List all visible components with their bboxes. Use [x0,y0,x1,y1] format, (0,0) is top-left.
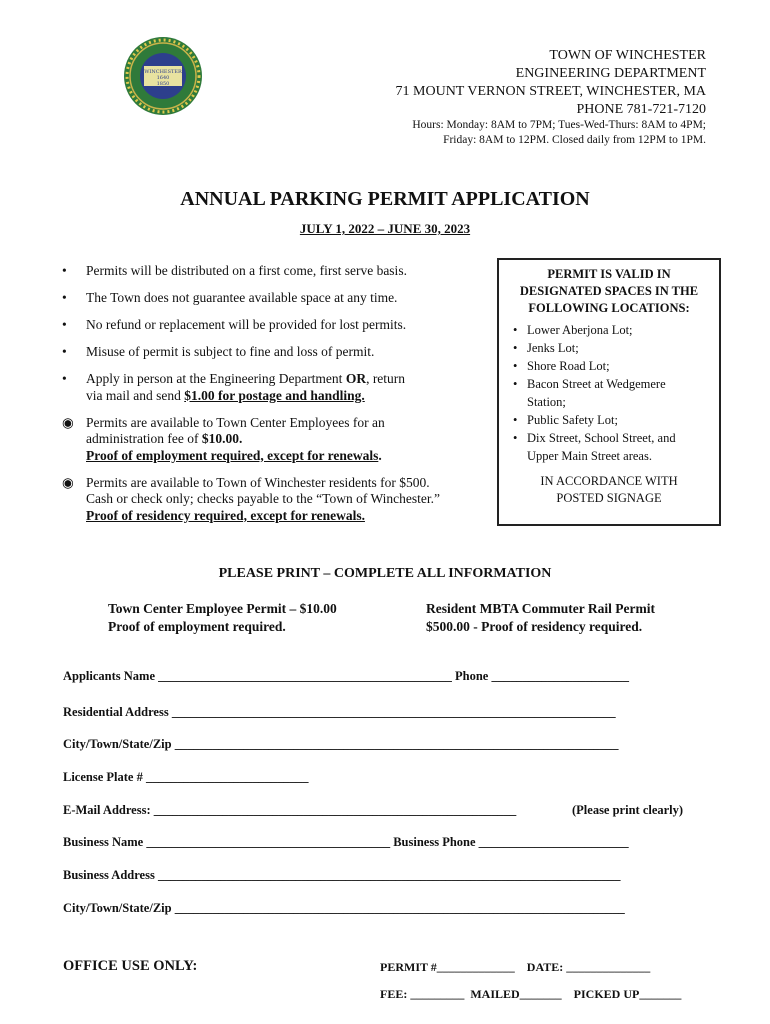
location-item: • Shore Road Lot; [513,359,610,373]
bullet-icon: • [62,263,67,278]
rules-list [62,263,492,535]
page-title: ANNUAL PARKING PERMIT APPLICATION [180,188,590,210]
bullet-icon: • [513,323,518,337]
location-item: • Lower Aberjona Lot; [513,323,633,337]
rule-item: • Permits will be distributed on a first come, first serve basis. [62,263,407,278]
bullet-icon: • [513,359,518,373]
applicant-name-field[interactable]: Applicants Name _______________________________________________ Phone ______________________ [63,669,629,683]
resident-permit-option: Resident MBTA Commuter Rail Permit $500.00 - Proof of residency required. [426,601,655,634]
residential-address-field[interactable]: Residential Address _______________________________________________________________________ [63,705,616,719]
location-item: • Bacon Street at Wedgemere Station; [513,377,666,409]
dept-subname: ENGINEERING DEPARTMENT [515,66,706,81]
office-use-label: OFFICE USE ONLY: [63,958,198,974]
office-permit-date: PERMIT #_____________ DATE: ______________ [380,960,651,974]
town-seal-logo [123,36,203,116]
bullet-icon: ◉ [62,414,74,430]
location-item: • Dix Street, School Street, and Upper Main Street areas. [513,431,676,463]
business-address-field[interactable]: Business Address __________________________________________________________________________ [63,868,621,882]
dept-phone: PHONE 781-721-7120 [576,102,706,117]
bullet-icon: • [62,290,67,305]
box-heading: PERMIT IS VALID IN DESIGNATED SPACES IN THE FOLLOWING LOCATIONS: [519,267,699,315]
office-fee-mailed-pickup: FEE: _________ MAILED_______ PICKED UP_______ [380,987,682,1001]
bullet-icon: • [62,344,67,359]
rule-item: • Misuse of permit is subject to fine and loss of permit. [62,344,375,359]
bullet-icon: • [513,431,518,445]
business-city-state-zip-field[interactable]: City/Town/State/Zip ________________________________________________________________________ [63,901,625,915]
location-item: • Public Safety Lot; [513,413,618,427]
location-list [513,321,719,465]
bullet-icon: • [513,377,518,391]
license-plate-field[interactable]: License Plate # __________________________ [63,770,309,784]
bullet-icon: • [513,413,518,427]
business-name-field[interactable]: Business Name _______________________________________ Business Phone ________________________ [63,835,629,849]
dept-name: TOWN OF WINCHESTER [549,48,706,63]
box-footer: IN ACCORDANCE WITH POSTED SIGNAGE [540,474,678,505]
permit-period: JULY 1, 2022 – JUNE 30, 2023 [299,221,471,236]
svg-text:WINCHESTER: WINCHESTER [144,69,182,75]
section-heading: PLEASE PRINT – COMPLETE ALL INFORMATION [218,566,552,581]
location-item: • Jenks Lot; [513,341,579,355]
office-hours-1: Hours: Monday: 8AM to 7PM; Tues-Wed-Thurs: 8AM to 4PM; [412,119,706,131]
city-state-zip-field[interactable]: City/Town/State/Zip _______________________________________________________________________ [63,737,619,751]
rule-item: ◉ Permits are available to Town of Winchester residents for $500. Cash or check only; checks payable to the “Town of Winchester.” Proof of residency required, except for renewals. [62,474,441,523]
email-field[interactable]: E-Mail Address: __________________________________________________________ [63,803,517,817]
rule-item: • No refund or replacement will be provided for lost permits. [62,317,407,332]
bullet-icon: • [62,371,67,386]
bullet-icon: • [62,317,67,332]
rule-item: ◉ Permits are available to Town Center Employees for an administration fee of $10.00. Proof of employment required, except for renewals. [62,414,385,463]
valid-locations-box [497,258,721,526]
employee-permit-option: Town Center Employee Permit – $10.00 Proof of employment required. [108,601,337,634]
rule-item: • The Town does not guarantee available space at any time. [62,290,398,305]
office-hours-2: Friday: 8AM to 12PM. Closed daily from 12PM to 1PM. [443,134,706,146]
rule-item: • Apply in person at the Engineering Department OR, return via mail and send $1.00 for postage and handling. [62,371,406,403]
bullet-icon: ◉ [62,474,74,490]
dept-address: 71 MOUNT VERNON STREET, WINCHESTER, MA [395,84,706,99]
svg-text:1640: 1640 [156,75,170,81]
bullet-icon: • [513,341,518,355]
email-note: (Please print clearly) [572,803,684,817]
svg-text:1850: 1850 [156,81,170,87]
